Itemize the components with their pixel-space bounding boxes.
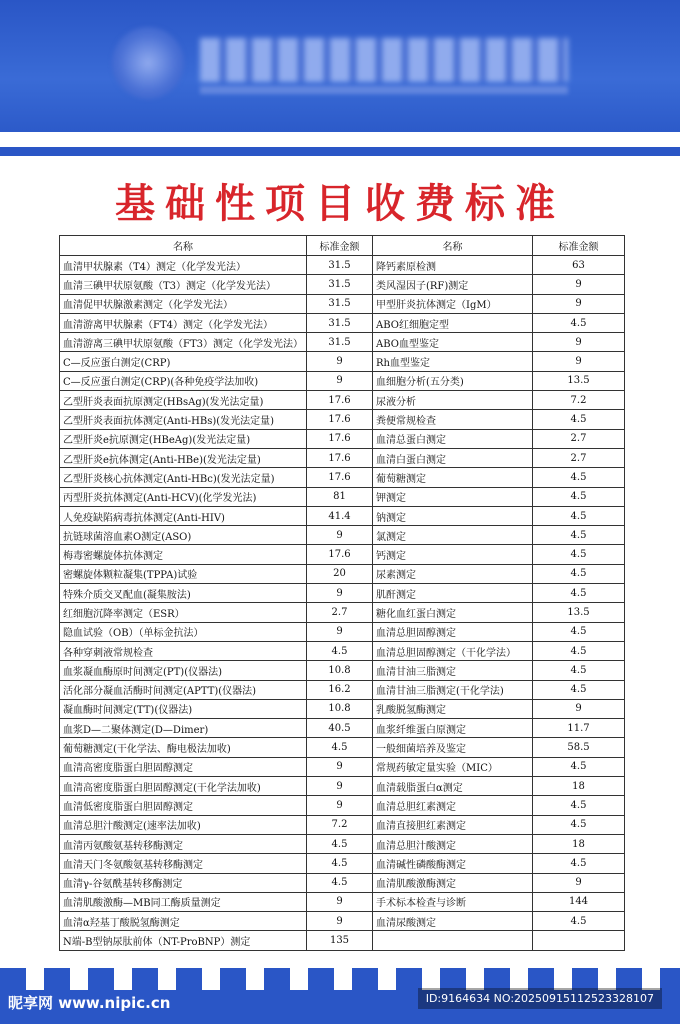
table-row (60, 854, 625, 873)
page-title: 基础性项目收费标准 (115, 181, 565, 227)
table-row (60, 931, 625, 950)
item-amount-right: 18 (533, 834, 625, 853)
item-amount-left: 31.5 (307, 294, 373, 313)
item-name-left: 凝血酶时间测定(TT)(仪器法) (60, 699, 307, 718)
item-amount-left: 17.6 (307, 468, 373, 487)
image-id-watermark: ID:9164634 NO:20250915112523328107 (418, 988, 662, 1009)
item-name-right: 类风湿因子(RF)测定 (373, 275, 533, 294)
item-amount-left: 9 (307, 892, 373, 911)
item-amount-left: 135 (307, 931, 373, 950)
item-name-left: 血清高密度脂蛋白胆固醇测定 (60, 757, 307, 776)
item-name-right: 血清尿酸测定 (373, 912, 533, 931)
item-name-left: 血清游离甲状腺素（FT4）测定（化学发光法） (60, 313, 307, 332)
item-amount-right: 4.5 (533, 313, 625, 332)
item-amount-right: 11.7 (533, 719, 625, 738)
item-name-left: 乙型肝炎表面抗原测定(HBsAg)(发光法定量) (60, 391, 307, 410)
item-name-right (373, 931, 533, 950)
item-name-right: 粪便常规检查 (373, 410, 533, 429)
item-name-left: 血清总胆汁酸测定(速率法加收) (60, 815, 307, 834)
table-row (60, 680, 625, 699)
item-name-left: 血清肌酸激酶—MB同工酶质量测定 (60, 892, 307, 911)
table-row (60, 912, 625, 931)
table-row (60, 796, 625, 815)
item-amount-left: 9 (307, 796, 373, 815)
item-name-left: 梅毒密螺旋体抗体测定 (60, 545, 307, 564)
item-amount-right: 4.5 (533, 680, 625, 699)
header-amount-right: 标准金额 (533, 236, 625, 256)
item-name-right: 血清肌酸激酶测定 (373, 873, 533, 892)
table-row (60, 719, 625, 738)
item-name-left: 血清低密度脂蛋白胆固醇测定 (60, 796, 307, 815)
item-amount-right: 4.5 (533, 506, 625, 525)
item-name-left: 乙型肝炎e抗原测定(HBeAg)(发光法定量) (60, 429, 307, 448)
item-amount-left: 17.6 (307, 429, 373, 448)
item-amount-left: 31.5 (307, 256, 373, 275)
item-name-left: 密螺旋体颗粒凝集(TPPA)试验 (60, 564, 307, 583)
item-name-left: 血清γ-谷氨酰基转移酶测定 (60, 873, 307, 892)
item-name-left: 血清甲状腺素（T4）测定（化学发光法） (60, 256, 307, 275)
table-row (60, 661, 625, 680)
item-name-right: 肌酐测定 (373, 584, 533, 603)
item-name-left: 人免疫缺陷病毒抗体测定(Anti-HIV) (60, 506, 307, 525)
item-amount-right: 13.5 (533, 603, 625, 622)
item-name-right: 甲型肝炎抗体测定（IgM） (373, 294, 533, 313)
item-amount-left: 4.5 (307, 738, 373, 757)
item-name-right: 手术标本检查与诊断 (373, 892, 533, 911)
item-amount-right: 9 (533, 275, 625, 294)
item-amount-right: 7.2 (533, 391, 625, 410)
hospital-name-blurred (200, 38, 568, 82)
fee-table (59, 235, 625, 951)
item-amount-left: 81 (307, 487, 373, 506)
item-amount-right: 4.5 (533, 410, 625, 429)
item-amount-right: 58.5 (533, 738, 625, 757)
table-row (60, 641, 625, 660)
item-name-right: 尿素测定 (373, 564, 533, 583)
item-amount-left: 9 (307, 757, 373, 776)
item-name-right: 血清白蛋白测定 (373, 448, 533, 467)
table-row (60, 275, 625, 294)
item-name-left: 血清丙氨酸氨基转移酶测定 (60, 834, 307, 853)
item-amount-left: 4.5 (307, 873, 373, 892)
item-name-left: 乙型肝炎表面抗体测定(Anti-HBs)(发光法定量) (60, 410, 307, 429)
item-amount-right: 2.7 (533, 448, 625, 467)
table-row (60, 313, 625, 332)
item-amount-right: 4.5 (533, 468, 625, 487)
item-amount-left: 10.8 (307, 661, 373, 680)
table-row (60, 584, 625, 603)
item-name-right: 一般细菌培养及鉴定 (373, 738, 533, 757)
item-amount-left: 10.8 (307, 699, 373, 718)
table-row (60, 815, 625, 834)
item-amount-right: 4.5 (533, 815, 625, 834)
table-row (60, 371, 625, 390)
item-amount-right: 4.5 (533, 661, 625, 680)
table-row (60, 603, 625, 622)
item-name-right: 血清甘油三脂测定(干化学法) (373, 680, 533, 699)
table-row (60, 892, 625, 911)
table-row (60, 294, 625, 313)
item-amount-left: 4.5 (307, 834, 373, 853)
item-amount-right: 4.5 (533, 584, 625, 603)
item-name-left: 血清三碘甲状原氨酸（T3）测定（化学发光法） (60, 275, 307, 294)
item-name-left: 各种穿刺液常规检查 (60, 641, 307, 660)
item-name-left: 葡萄糖测定(干化学法、酶电极法加收) (60, 738, 307, 757)
table-row (60, 699, 625, 718)
item-amount-right: 4.5 (533, 912, 625, 931)
item-name-right: 血清载脂蛋白α测定 (373, 777, 533, 796)
item-amount-right: 4.5 (533, 622, 625, 641)
item-name-right: 血清直接胆红素测定 (373, 815, 533, 834)
item-amount-left: 17.6 (307, 410, 373, 429)
table-row (60, 564, 625, 583)
item-name-left: 抗链球菌溶血素O测定(ASO) (60, 526, 307, 545)
site-watermark: 昵享网 www.nipic.cn (8, 994, 171, 1012)
table-row (60, 352, 625, 371)
table-row (60, 777, 625, 796)
item-name-right: 血清甘油三脂测定 (373, 661, 533, 680)
item-name-right: 血清总胆汁酸测定 (373, 834, 533, 853)
item-amount-right: 4.5 (533, 757, 625, 776)
item-amount-right: 4.5 (533, 545, 625, 564)
table-row (60, 622, 625, 641)
item-amount-left: 17.6 (307, 545, 373, 564)
item-name-right: 降钙素原检测 (373, 256, 533, 275)
item-name-right: 乳酸脱氢酶测定 (373, 699, 533, 718)
header-banner (0, 0, 680, 132)
item-amount-right: 4.5 (533, 854, 625, 873)
item-name-right: Rh血型鉴定 (373, 352, 533, 371)
item-amount-left: 9 (307, 526, 373, 545)
item-amount-right: 9 (533, 699, 625, 718)
item-amount-left: 9 (307, 584, 373, 603)
item-amount-right: 13.5 (533, 371, 625, 390)
table-row (60, 391, 625, 410)
item-amount-left: 16.2 (307, 680, 373, 699)
item-name-right: 常规药敏定量实验（MIC） (373, 757, 533, 776)
table-row (60, 429, 625, 448)
item-name-right: 血细胞分析(五分类) (373, 371, 533, 390)
item-amount-left: 9 (307, 352, 373, 371)
table-header-row (60, 236, 625, 256)
table-row (60, 468, 625, 487)
item-name-right: ABO血型鉴定 (373, 333, 533, 352)
item-amount-right: 9 (533, 352, 625, 371)
item-amount-right: 9 (533, 873, 625, 892)
item-amount-left: 9 (307, 777, 373, 796)
item-amount-right: 4.5 (533, 564, 625, 583)
item-name-left: C—反应蛋白测定(CRP) (60, 352, 307, 371)
item-name-right: ABO红细胞定型 (373, 313, 533, 332)
table-row (60, 333, 625, 352)
item-name-left: C—反应蛋白测定(CRP)(各种免疫学法加收) (60, 371, 307, 390)
table-row (60, 526, 625, 545)
item-name-right: 血清总胆红素测定 (373, 796, 533, 815)
item-amount-left: 20 (307, 564, 373, 583)
item-amount-right: 144 (533, 892, 625, 911)
table-row (60, 506, 625, 525)
item-name-left: N端-B型钠尿肽前体（NT-ProBNP）测定 (60, 931, 307, 950)
item-name-right: 尿液分析 (373, 391, 533, 410)
item-name-left: 活化部分凝血活酶时间测定(APTT)(仪器法) (60, 680, 307, 699)
item-name-left: 特殊介质交叉配血(凝集胺法) (60, 584, 307, 603)
fee-table-body (60, 256, 625, 951)
item-name-right: 糖化血红蛋白测定 (373, 603, 533, 622)
item-name-right: 血清碱性磷酸酶测定 (373, 854, 533, 873)
item-amount-right: 18 (533, 777, 625, 796)
hospital-subtitle-blurred (200, 86, 568, 94)
item-name-left: 乙型肝炎核心抗体测定(Anti-HBc)(发光法定量) (60, 468, 307, 487)
item-name-left: 血清促甲状腺激素测定（化学发光法） (60, 294, 307, 313)
table-row (60, 757, 625, 776)
item-name-right: 钾测定 (373, 487, 533, 506)
item-amount-left: 31.5 (307, 313, 373, 332)
item-amount-right: 4.5 (533, 796, 625, 815)
table-row (60, 256, 625, 275)
table-row (60, 738, 625, 757)
item-name-left: 血浆凝血酶原时间测定(PT)(仪器法) (60, 661, 307, 680)
item-amount-left: 7.2 (307, 815, 373, 834)
header-name-right: 名称 (373, 236, 533, 256)
item-amount-left: 31.5 (307, 333, 373, 352)
item-amount-right: 9 (533, 333, 625, 352)
item-amount-right: 2.7 (533, 429, 625, 448)
hospital-logo-icon (112, 27, 184, 99)
item-amount-left: 9 (307, 371, 373, 390)
item-amount-right: 63 (533, 256, 625, 275)
table-row (60, 873, 625, 892)
item-name-right: 血清总蛋白测定 (373, 429, 533, 448)
item-amount-left: 40.5 (307, 719, 373, 738)
item-amount-left: 17.6 (307, 448, 373, 467)
table-row (60, 487, 625, 506)
item-amount-left: 41.4 (307, 506, 373, 525)
item-amount-left: 2.7 (307, 603, 373, 622)
item-name-left: 血清天门冬氨酸氨基转移酶测定 (60, 854, 307, 873)
item-amount-left: 9 (307, 622, 373, 641)
item-amount-left: 9 (307, 912, 373, 931)
item-amount-left: 4.5 (307, 854, 373, 873)
item-amount-left: 17.6 (307, 391, 373, 410)
item-name-right: 钠测定 (373, 506, 533, 525)
table-row (60, 545, 625, 564)
item-name-right: 血清总胆固醇测定（干化学法） (373, 641, 533, 660)
item-name-right: 钙测定 (373, 545, 533, 564)
item-name-right: 氯测定 (373, 526, 533, 545)
table-row (60, 448, 625, 467)
item-name-left: 血清高密度脂蛋白胆固醇测定(干化学法加收) (60, 777, 307, 796)
item-name-left: 丙型肝炎抗体测定(Anti-HCV)(化学发光法) (60, 487, 307, 506)
item-amount-right: 4.5 (533, 526, 625, 545)
item-name-left: 红细胞沉降率测定（ESR） (60, 603, 307, 622)
header-name-left: 名称 (60, 236, 307, 256)
item-amount-right: 9 (533, 294, 625, 313)
item-amount-right (533, 931, 625, 950)
item-name-left: 乙型肝炎e抗体测定(Anti-HBe)(发光法定量) (60, 448, 307, 467)
item-name-right: 血浆纤维蛋白原测定 (373, 719, 533, 738)
item-amount-right: 4.5 (533, 487, 625, 506)
item-amount-left: 31.5 (307, 275, 373, 294)
item-name-left: 血清α羟基丁酸脱氢酶测定 (60, 912, 307, 931)
header-stripe (0, 147, 680, 156)
table-row (60, 410, 625, 429)
table-row (60, 834, 625, 853)
item-name-left: 血清游离三碘甲状原氨酸（FT3）测定（化学发光法） (60, 333, 307, 352)
item-name-left: 血浆D—二聚体测定(D—Dimer) (60, 719, 307, 738)
item-name-left: 隐血试验（OB）（单标金抗法） (60, 622, 307, 641)
header-amount-left: 标准金额 (307, 236, 373, 256)
item-amount-right: 4.5 (533, 641, 625, 660)
item-name-right: 葡萄糖测定 (373, 468, 533, 487)
item-name-right: 血清总胆固醇测定 (373, 622, 533, 641)
item-amount-left: 4.5 (307, 641, 373, 660)
